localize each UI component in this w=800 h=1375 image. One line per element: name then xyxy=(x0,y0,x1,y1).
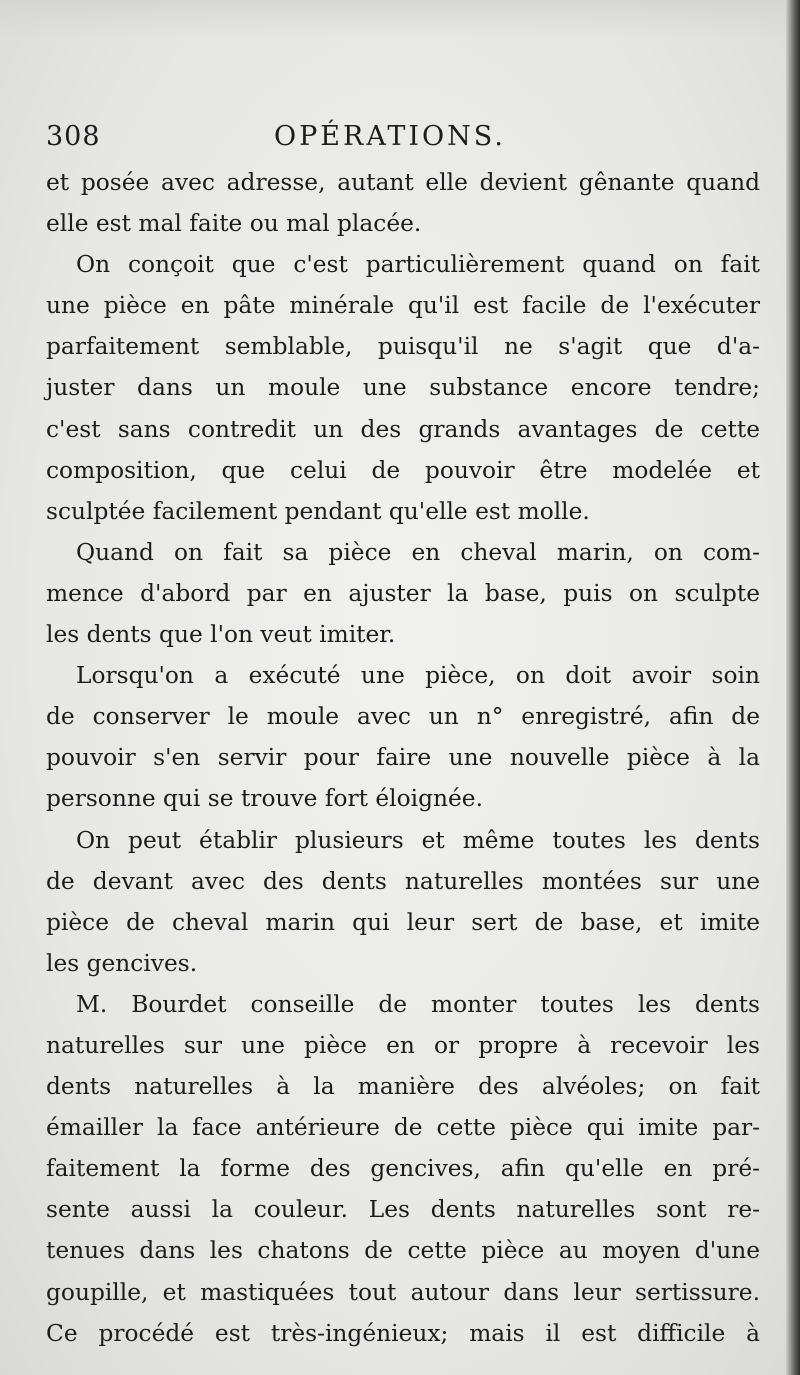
text-line: Lorsqu'on a exécuté une pièce, on doit avoir soin xyxy=(76,662,760,690)
page-header xyxy=(46,112,760,162)
text-line: sente aussi la couleur. Les dents naturelles sont re- xyxy=(46,1196,760,1224)
page-text-block xyxy=(46,112,760,1354)
text-line: elle est mal faite ou mal placée. xyxy=(46,210,422,238)
text-line: de devant avec des dents naturelles montées sur une xyxy=(46,867,760,895)
text-line: les dents que l'on veut imiter. xyxy=(46,621,396,649)
text-line: sculptée facilement pendant qu'elle est molle. xyxy=(46,497,590,525)
text-line: naturelles sur une pièce en or propre à recevoir les xyxy=(46,1031,760,1059)
text-line: une pièce en pâte minérale qu'il est facile de l'exécuter xyxy=(46,292,760,320)
text-line: les gencives. xyxy=(46,949,198,977)
text-line: pièce de cheval marin qui leur sert de base, et imite xyxy=(46,908,760,936)
text-line: parfaitement semblable, puisqu'il ne s'agit que d'a- xyxy=(46,333,760,361)
text-line: composition, que celui de pouvoir être modelée et xyxy=(46,456,760,484)
text-line: On peut établir plusieurs et même toutes les dents xyxy=(76,826,760,854)
page-number: 308 xyxy=(46,121,101,152)
text-line: émailler la face antérieure de cette pièce qui imite par- xyxy=(46,1114,760,1142)
text-line: pouvoir s'en servir pour faire une nouvelle pièce à la xyxy=(46,744,760,772)
text-line: c'est sans contredit un des grands avantages de cette xyxy=(46,415,760,443)
text-line: et posée avec adresse, autant elle devient gênante quand xyxy=(46,169,760,196)
text-line: goupille, et mastiquées tout autour dans leur sertissure. xyxy=(46,1278,760,1306)
page-binding-edge xyxy=(786,0,800,1375)
text-line: M. Bourdet conseille de monter toutes les dents xyxy=(76,990,760,1018)
text-line: juster dans un moule une substance encore tendre; xyxy=(46,374,760,402)
text-line: mence d'abord par en ajuster la base, puis on sculpte xyxy=(46,579,760,607)
text-line: dents naturelles à la manière des alvéoles; on fait xyxy=(46,1073,760,1101)
text-line: Ce procédé est très-ingénieux; mais il est difficile à xyxy=(46,1319,760,1347)
page-top-shading xyxy=(0,0,800,40)
text-line: Quand on fait sa pièce en cheval marin, on com- xyxy=(76,538,760,566)
text-line: tenues dans les chatons de cette pièce au moyen d'une xyxy=(46,1237,760,1265)
text-line: personne qui se trouve fort éloignée. xyxy=(46,785,483,813)
text-line: On conçoit que c'est particulièrement quand on fait xyxy=(76,251,760,279)
text-line: de conserver le moule avec un n° enregistré, afin de xyxy=(46,703,760,731)
running-head: OPÉRATIONS. xyxy=(274,121,506,152)
text-line: faitement la forme des gencives, afin qu'elle en pré- xyxy=(46,1155,760,1183)
